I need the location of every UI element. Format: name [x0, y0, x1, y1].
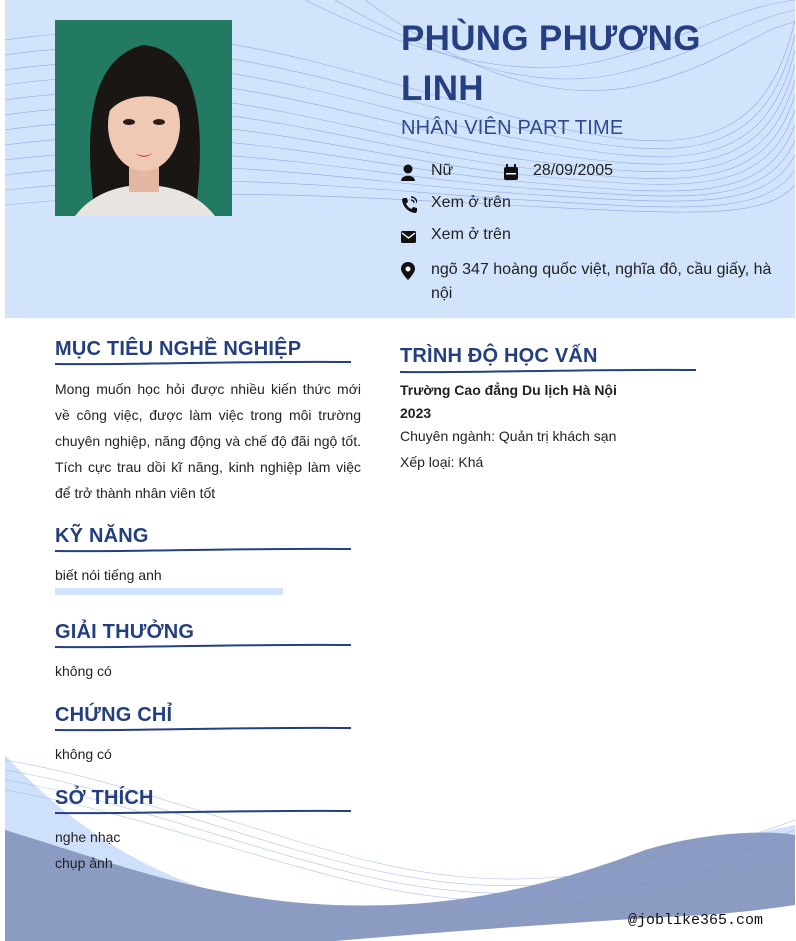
email-row	[401, 226, 511, 246]
hobbies-title-underline	[55, 807, 351, 817]
objective-text: Mong muốn học hỏi được nhiều kiến thức mới về công việc, được làm việc trong môi trường chuyên nghiệp, năng động và chế độ đãi ngộ tốt. Tích cực trau dồi kĩ năng, kinh nghiệp làm việc để trở thành nhân viên tốt	[55, 381, 361, 501]
skill-level-bar	[55, 588, 283, 595]
profile-photo	[55, 20, 232, 216]
birthdate-row	[503, 162, 613, 182]
awards-text: không có	[55, 663, 112, 679]
skills-title-underline	[55, 545, 351, 555]
phone-icon	[401, 196, 417, 214]
certificates-text: không có	[55, 746, 112, 762]
map-pin-icon	[401, 262, 417, 280]
skills-title: KỸ NĂNG	[55, 525, 149, 547]
cv-paper	[5, 0, 795, 941]
school-name: Trường Cao đẳng Du lịch Hà Nội	[400, 382, 617, 398]
phone-row	[401, 194, 511, 214]
skill-name: biết nói tiếng anh	[55, 567, 162, 583]
calendar-icon	[503, 164, 519, 182]
education-grade: Xếp loại: Khá	[400, 454, 484, 470]
birthdate-value: 28/09/2005	[533, 162, 614, 179]
phone-value: Xem ở trên	[431, 194, 511, 211]
skill-level-fill	[55, 588, 283, 595]
objective-title: MỤC TIÊU NGHỀ NGHIỆP	[55, 338, 302, 360]
address-row	[401, 258, 781, 306]
candidate-name: PHÙNG PHƯƠNG LINH	[401, 19, 701, 108]
awards-title: GIẢI THƯỞNG	[55, 621, 195, 643]
education-title-underline	[400, 366, 696, 376]
certificates-title-underline	[55, 724, 351, 734]
header-band	[5, 0, 795, 318]
gender-value: Nữ	[431, 162, 454, 179]
certificates-title: CHỨNG CHỈ	[55, 704, 173, 726]
envelope-icon	[401, 228, 417, 246]
address-value: ngõ 347 hoàng quốc việt, nghĩa đô, cầu giấy, hà nội	[431, 261, 772, 302]
gender-row	[401, 162, 453, 182]
hobby-item: nghe nhạc	[55, 829, 121, 845]
education-title: TRÌNH ĐỘ HỌC VẤN	[400, 345, 598, 367]
job-title: NHÂN VIÊN PART TIME	[401, 117, 624, 139]
objective-title-underline	[55, 358, 351, 368]
awards-title-underline	[55, 641, 351, 651]
education-major: Chuyên ngành: Quản trị khách sạn	[400, 428, 617, 444]
education-school	[400, 379, 617, 425]
graduation-year: 2023	[400, 405, 432, 421]
email-value: Xem ở trên	[431, 226, 511, 243]
watermark: @joblike365.com	[628, 912, 764, 929]
hobbies-title: SỞ THÍCH	[55, 787, 154, 809]
hobby-item: chụp ảnh	[55, 855, 113, 871]
footer-wave-decoration	[5, 740, 795, 941]
user-icon	[401, 164, 417, 182]
